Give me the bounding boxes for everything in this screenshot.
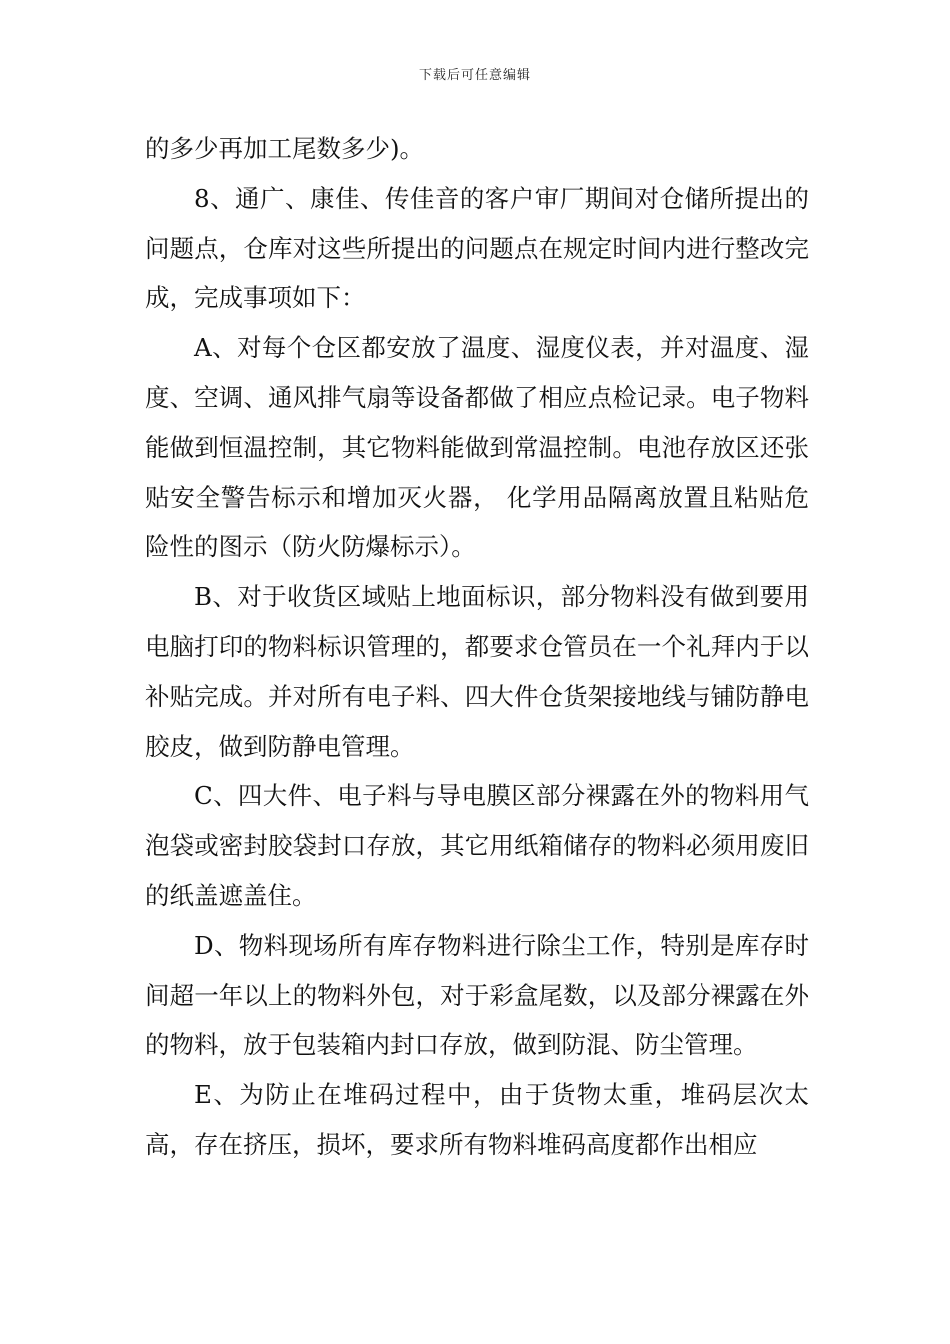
- document-body: [145, 124, 809, 1170]
- paragraph-item-a: A、对每个仓区都安放了温度、湿度仪表，并对温度、湿度、空调、通风排气扇等设备都做了相应点检记录。电子物料能做到恒温控制，其它物料能做到常温控制。电池存放区还张贴安全警告标示和增加灭火器， 化学用品隔离放置且粘贴危险性的图示（防火防爆标示）。: [145, 333, 809, 562]
- paragraph-item-b: B、对于收货区域贴上地面标识，部分物料没有做到要用电脑打印的物料标识管理的，都要求仓管员在一个礼拜内于以补贴完成。并对所有电子料、四大件仓货架接地线与铺防静电胶皮，做到防静电管理。: [145, 582, 809, 761]
- paragraph-continuation: 的多少再加工尾数多少)。: [145, 134, 425, 163]
- paragraph-item-c: C、四大件、电子料与导电膜区部分裸露在外的物料用气泡袋或密封胶袋封口存放，其它用纸箱储存的物料必须用废旧的纸盖遮盖住。: [145, 781, 809, 910]
- page-header: 下载后可任意编辑: [418, 68, 531, 83]
- paragraph-item-d: D、物料现场所有库存物料进行除尘工作，特别是库存时间超一年以上的物料外包，对于彩盒尾数，以及部分裸露在外的物料，放于包装箱内封口存放，做到防混、防尘管理。: [145, 930, 809, 1060]
- paragraph-item-8: 8、通广、康佳、传佳音的客户审厂期间对仓储所提出的问题点，仓库对这些所提出的问题点在规定时间内进行整改完成，完成事项如下：: [145, 183, 809, 313]
- paragraph-item-e: E、为防止在堆码过程中，由于货物太重，堆码层次太高，存在挤压，损坏，要求所有物料堆码高度都作出相应: [145, 1080, 809, 1159]
